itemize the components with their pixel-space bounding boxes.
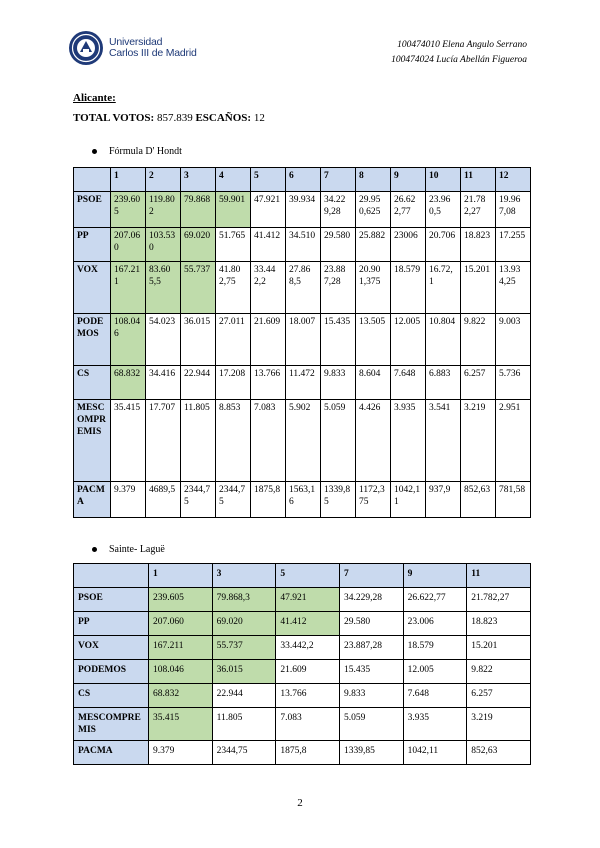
quotient-cell: 36.015	[212, 660, 276, 684]
header-divisor-cell: 4	[216, 168, 251, 192]
university-seal-icon	[68, 30, 104, 66]
party-label-cell: PSOE	[74, 588, 149, 612]
quotient-cell: 18.823	[467, 612, 531, 636]
quotient-cell: 35.415	[111, 400, 146, 482]
quotient-cell: 79.868,3	[212, 588, 276, 612]
quotient-cell: 12.005	[403, 660, 467, 684]
bullet-dot-icon	[92, 547, 97, 552]
quotient-cell: 83.605,5	[146, 262, 181, 314]
table-row	[74, 192, 531, 228]
total-votes-value: 857.839	[156, 112, 193, 124]
quotient-cell: 108.046	[149, 660, 213, 684]
quotient-cell: 18.579	[403, 636, 467, 660]
quotient-cell: 16.72,1	[426, 262, 461, 314]
authors-block	[391, 38, 527, 68]
table-row	[74, 741, 531, 765]
quotient-cell: 852,63	[467, 741, 531, 765]
table-row	[74, 482, 531, 518]
table-row	[74, 366, 531, 400]
quotient-cell: 34.229,28	[339, 588, 403, 612]
table-row	[74, 228, 531, 262]
quotient-cell: 23.887,28	[339, 636, 403, 660]
quotient-cell: 3.541	[426, 400, 461, 482]
quotient-cell: 13.766	[276, 684, 340, 708]
author-1-name: Elena Angulo Serrano	[442, 40, 527, 50]
quotient-cell: 20.901,375	[356, 262, 391, 314]
party-label-cell: PODEMOS	[74, 660, 149, 684]
quotient-cell: 2344,75	[212, 741, 276, 765]
quotient-cell: 69.020	[181, 228, 216, 262]
quotient-cell: 1172,375	[356, 482, 391, 518]
quotient-cell: 1042,11	[403, 741, 467, 765]
header-corner-cell	[74, 168, 111, 192]
quotient-cell: 207.060	[149, 612, 213, 636]
dhondt-table	[73, 167, 531, 518]
quotient-cell: 239.605	[111, 192, 146, 228]
quotient-cell: 59.901	[216, 192, 251, 228]
dhondt-bullet-label: Fórmula D' Hondt	[109, 146, 182, 157]
author-2	[391, 53, 527, 68]
party-label-cell: VOX	[74, 262, 111, 314]
quotient-cell: 3.219	[467, 708, 531, 741]
quotient-cell: 23006	[391, 228, 426, 262]
quotient-cell: 22.944	[181, 366, 216, 400]
header-divisor-cell: 5	[276, 564, 340, 588]
quotient-cell: 5.902	[286, 400, 321, 482]
quotient-cell: 1563,16	[286, 482, 321, 518]
quotient-cell: 79.868	[181, 192, 216, 228]
header-divisor-cell: 1	[111, 168, 146, 192]
quotient-cell: 17.208	[216, 366, 251, 400]
sainte-lague-bullet	[92, 544, 165, 555]
quotient-cell: 2344,75	[181, 482, 216, 518]
party-label-cell: PP	[74, 228, 111, 262]
party-label-cell: PSOE	[74, 192, 111, 228]
quotient-cell: 7.648	[391, 366, 426, 400]
sainte-lague-table	[73, 563, 531, 765]
quotient-cell: 5.059	[339, 708, 403, 741]
quotient-cell: 103.530	[146, 228, 181, 262]
total-votes-label: TOTAL VOTOS:	[73, 112, 155, 124]
quotient-cell: 5.736	[496, 366, 531, 400]
author-1-id: 100474010	[397, 40, 440, 50]
party-label-cell: CS	[74, 366, 111, 400]
quotient-cell: 47.921	[251, 192, 286, 228]
quotient-cell: 35.415	[149, 708, 213, 741]
quotient-cell: 29.950,625	[356, 192, 391, 228]
author-2-name: Lucía Abellán Figueroa	[436, 55, 527, 65]
author-2-id: 100474024	[391, 55, 434, 65]
quotient-cell: 239.605	[149, 588, 213, 612]
quotient-cell: 13.934,25	[496, 262, 531, 314]
quotient-cell: 9.833	[339, 684, 403, 708]
quotient-cell: 852,63	[461, 482, 496, 518]
party-label-cell: PACMA	[74, 482, 111, 518]
quotient-cell: 15.201	[467, 636, 531, 660]
quotient-cell: 36.015	[181, 314, 216, 366]
dhondt-bullet	[92, 146, 182, 157]
quotient-cell: 167.211	[149, 636, 213, 660]
quotient-cell: 21.609	[251, 314, 286, 366]
quotient-cell: 207.060	[111, 228, 146, 262]
quotient-cell: 23.960,5	[426, 192, 461, 228]
quotient-cell: 2.951	[496, 400, 531, 482]
quotient-cell: 7.083	[251, 400, 286, 482]
quotient-cell: 12.005	[391, 314, 426, 366]
quotient-cell: 9.003	[496, 314, 531, 366]
quotient-cell: 17.255	[496, 228, 531, 262]
table-row	[74, 708, 531, 741]
quotient-cell: 68.832	[111, 366, 146, 400]
party-label-cell: MESCOMPREMIS	[74, 400, 111, 482]
quotient-cell: 15.435	[339, 660, 403, 684]
party-label-cell: PODEMOS	[74, 314, 111, 366]
quotient-cell: 1875,8	[251, 482, 286, 518]
quotient-cell: 69.020	[212, 612, 276, 636]
header-divisor-cell: 7	[321, 168, 356, 192]
header-divisor-cell: 6	[286, 168, 321, 192]
quotient-cell: 18.823	[461, 228, 496, 262]
quotient-cell: 167.211	[111, 262, 146, 314]
quotient-cell: 3.219	[461, 400, 496, 482]
header-divisor-cell: 11	[461, 168, 496, 192]
quotient-cell: 8.853	[216, 400, 251, 482]
quotient-cell: 15.201	[461, 262, 496, 314]
table-row	[74, 684, 531, 708]
university-logo	[68, 30, 197, 66]
quotient-cell: 9.822	[461, 314, 496, 366]
quotient-cell: 23.887,28	[321, 262, 356, 314]
quotient-cell: 21.782,27	[467, 588, 531, 612]
quotient-cell: 22.944	[212, 684, 276, 708]
quotient-cell: 51.765	[216, 228, 251, 262]
quotient-cell: 1875,8	[276, 741, 340, 765]
quotient-cell: 9.833	[321, 366, 356, 400]
header-divisor-cell: 3	[212, 564, 276, 588]
quotient-cell: 108.046	[111, 314, 146, 366]
quotient-cell: 26.622,77	[391, 192, 426, 228]
table-header-row	[74, 564, 531, 588]
quotient-cell: 11.472	[286, 366, 321, 400]
header-divisor-cell: 5	[251, 168, 286, 192]
header-divisor-cell: 1	[149, 564, 213, 588]
quotient-cell: 9.379	[149, 741, 213, 765]
quotient-cell: 11.805	[181, 400, 216, 482]
quotient-cell: 9.379	[111, 482, 146, 518]
header-divisor-cell: 3	[181, 168, 216, 192]
quotient-cell: 18.579	[391, 262, 426, 314]
quotient-cell: 1042,11	[391, 482, 426, 518]
header-divisor-cell: 9	[391, 168, 426, 192]
quotient-cell: 27.011	[216, 314, 251, 366]
quotient-cell: 6.257	[461, 366, 496, 400]
quotient-cell: 55.737	[212, 636, 276, 660]
header-divisor-cell: 7	[339, 564, 403, 588]
party-label-cell: MESCOMPREMIS	[74, 708, 149, 741]
quotient-cell: 15.435	[321, 314, 356, 366]
quotient-cell: 5.059	[321, 400, 356, 482]
quotient-cell: 41.802,75	[216, 262, 251, 314]
quotient-cell: 68.832	[149, 684, 213, 708]
quotient-cell: 34.510	[286, 228, 321, 262]
quotient-cell: 21.609	[276, 660, 340, 684]
quotient-cell: 2344,75	[216, 482, 251, 518]
quotient-cell: 13.505	[356, 314, 391, 366]
quotient-cell: 29.580	[321, 228, 356, 262]
quotient-cell: 34.416	[146, 366, 181, 400]
quotient-cell: 7.648	[403, 684, 467, 708]
sainte-lague-bullet-label: Sainte- Laguë	[109, 544, 165, 555]
quotient-cell: 41.412	[276, 612, 340, 636]
quotient-cell: 13.766	[251, 366, 286, 400]
table-row	[74, 660, 531, 684]
header-divisor-cell: 11	[467, 564, 531, 588]
quotient-cell: 25.882	[356, 228, 391, 262]
quotient-cell: 9.822	[467, 660, 531, 684]
quotient-cell: 21.782,27	[461, 192, 496, 228]
table-row	[74, 588, 531, 612]
table-row	[74, 400, 531, 482]
totals-line	[73, 112, 265, 124]
quotient-cell: 7.083	[276, 708, 340, 741]
quotient-cell: 3.935	[403, 708, 467, 741]
quotient-cell: 54.023	[146, 314, 181, 366]
quotient-cell: 6.883	[426, 366, 461, 400]
quotient-cell: 8.604	[356, 366, 391, 400]
table-row	[74, 612, 531, 636]
quotient-cell: 34.229,28	[321, 192, 356, 228]
quotient-cell: 33.442,2	[276, 636, 340, 660]
quotient-cell: 1339,85	[339, 741, 403, 765]
table-header-row	[74, 168, 531, 192]
party-label-cell: PACMA	[74, 741, 149, 765]
seats-value: 12	[253, 112, 265, 124]
party-label-cell: CS	[74, 684, 149, 708]
header-divisor-cell: 9	[403, 564, 467, 588]
party-label-cell: PP	[74, 612, 149, 636]
quotient-cell: 19.967,08	[496, 192, 531, 228]
header-corner-cell	[74, 564, 149, 588]
table-row	[74, 262, 531, 314]
quotient-cell: 27.868,5	[286, 262, 321, 314]
table-row	[74, 636, 531, 660]
quotient-cell: 41.412	[251, 228, 286, 262]
quotient-cell: 17.707	[146, 400, 181, 482]
party-label-cell: VOX	[74, 636, 149, 660]
seats-label: ESCAÑOS:	[195, 112, 252, 124]
quotient-cell: 4689,5	[146, 482, 181, 518]
quotient-cell: 11.805	[212, 708, 276, 741]
header-divisor-cell: 2	[146, 168, 181, 192]
quotient-cell: 39.934	[286, 192, 321, 228]
quotient-cell: 3.935	[391, 400, 426, 482]
quotient-cell: 55.737	[181, 262, 216, 314]
quotient-cell: 6.257	[467, 684, 531, 708]
quotient-cell: 781,58	[496, 482, 531, 518]
quotient-cell: 20.706	[426, 228, 461, 262]
header-divisor-cell: 10	[426, 168, 461, 192]
quotient-cell: 18.007	[286, 314, 321, 366]
header-divisor-cell: 12	[496, 168, 531, 192]
bullet-dot-icon	[92, 149, 97, 154]
quotient-cell: 29.580	[339, 612, 403, 636]
header-divisor-cell: 8	[356, 168, 391, 192]
quotient-cell: 10.804	[426, 314, 461, 366]
quotient-cell: 47.921	[276, 588, 340, 612]
quotient-cell: 119.802	[146, 192, 181, 228]
quotient-cell: 26.622,77	[403, 588, 467, 612]
quotient-cell: 23.006	[403, 612, 467, 636]
logo-line-1: Universidad	[109, 36, 163, 48]
section-title: Alicante:	[73, 92, 116, 104]
table-row	[74, 314, 531, 366]
quotient-cell: 33.442,2	[251, 262, 286, 314]
page-number: 2	[297, 797, 303, 809]
quotient-cell: 937,9	[426, 482, 461, 518]
quotient-cell: 4.426	[356, 400, 391, 482]
logo-line-2: Carlos III de Madrid	[109, 47, 197, 59]
author-1	[391, 38, 527, 53]
quotient-cell: 1339,85	[321, 482, 356, 518]
